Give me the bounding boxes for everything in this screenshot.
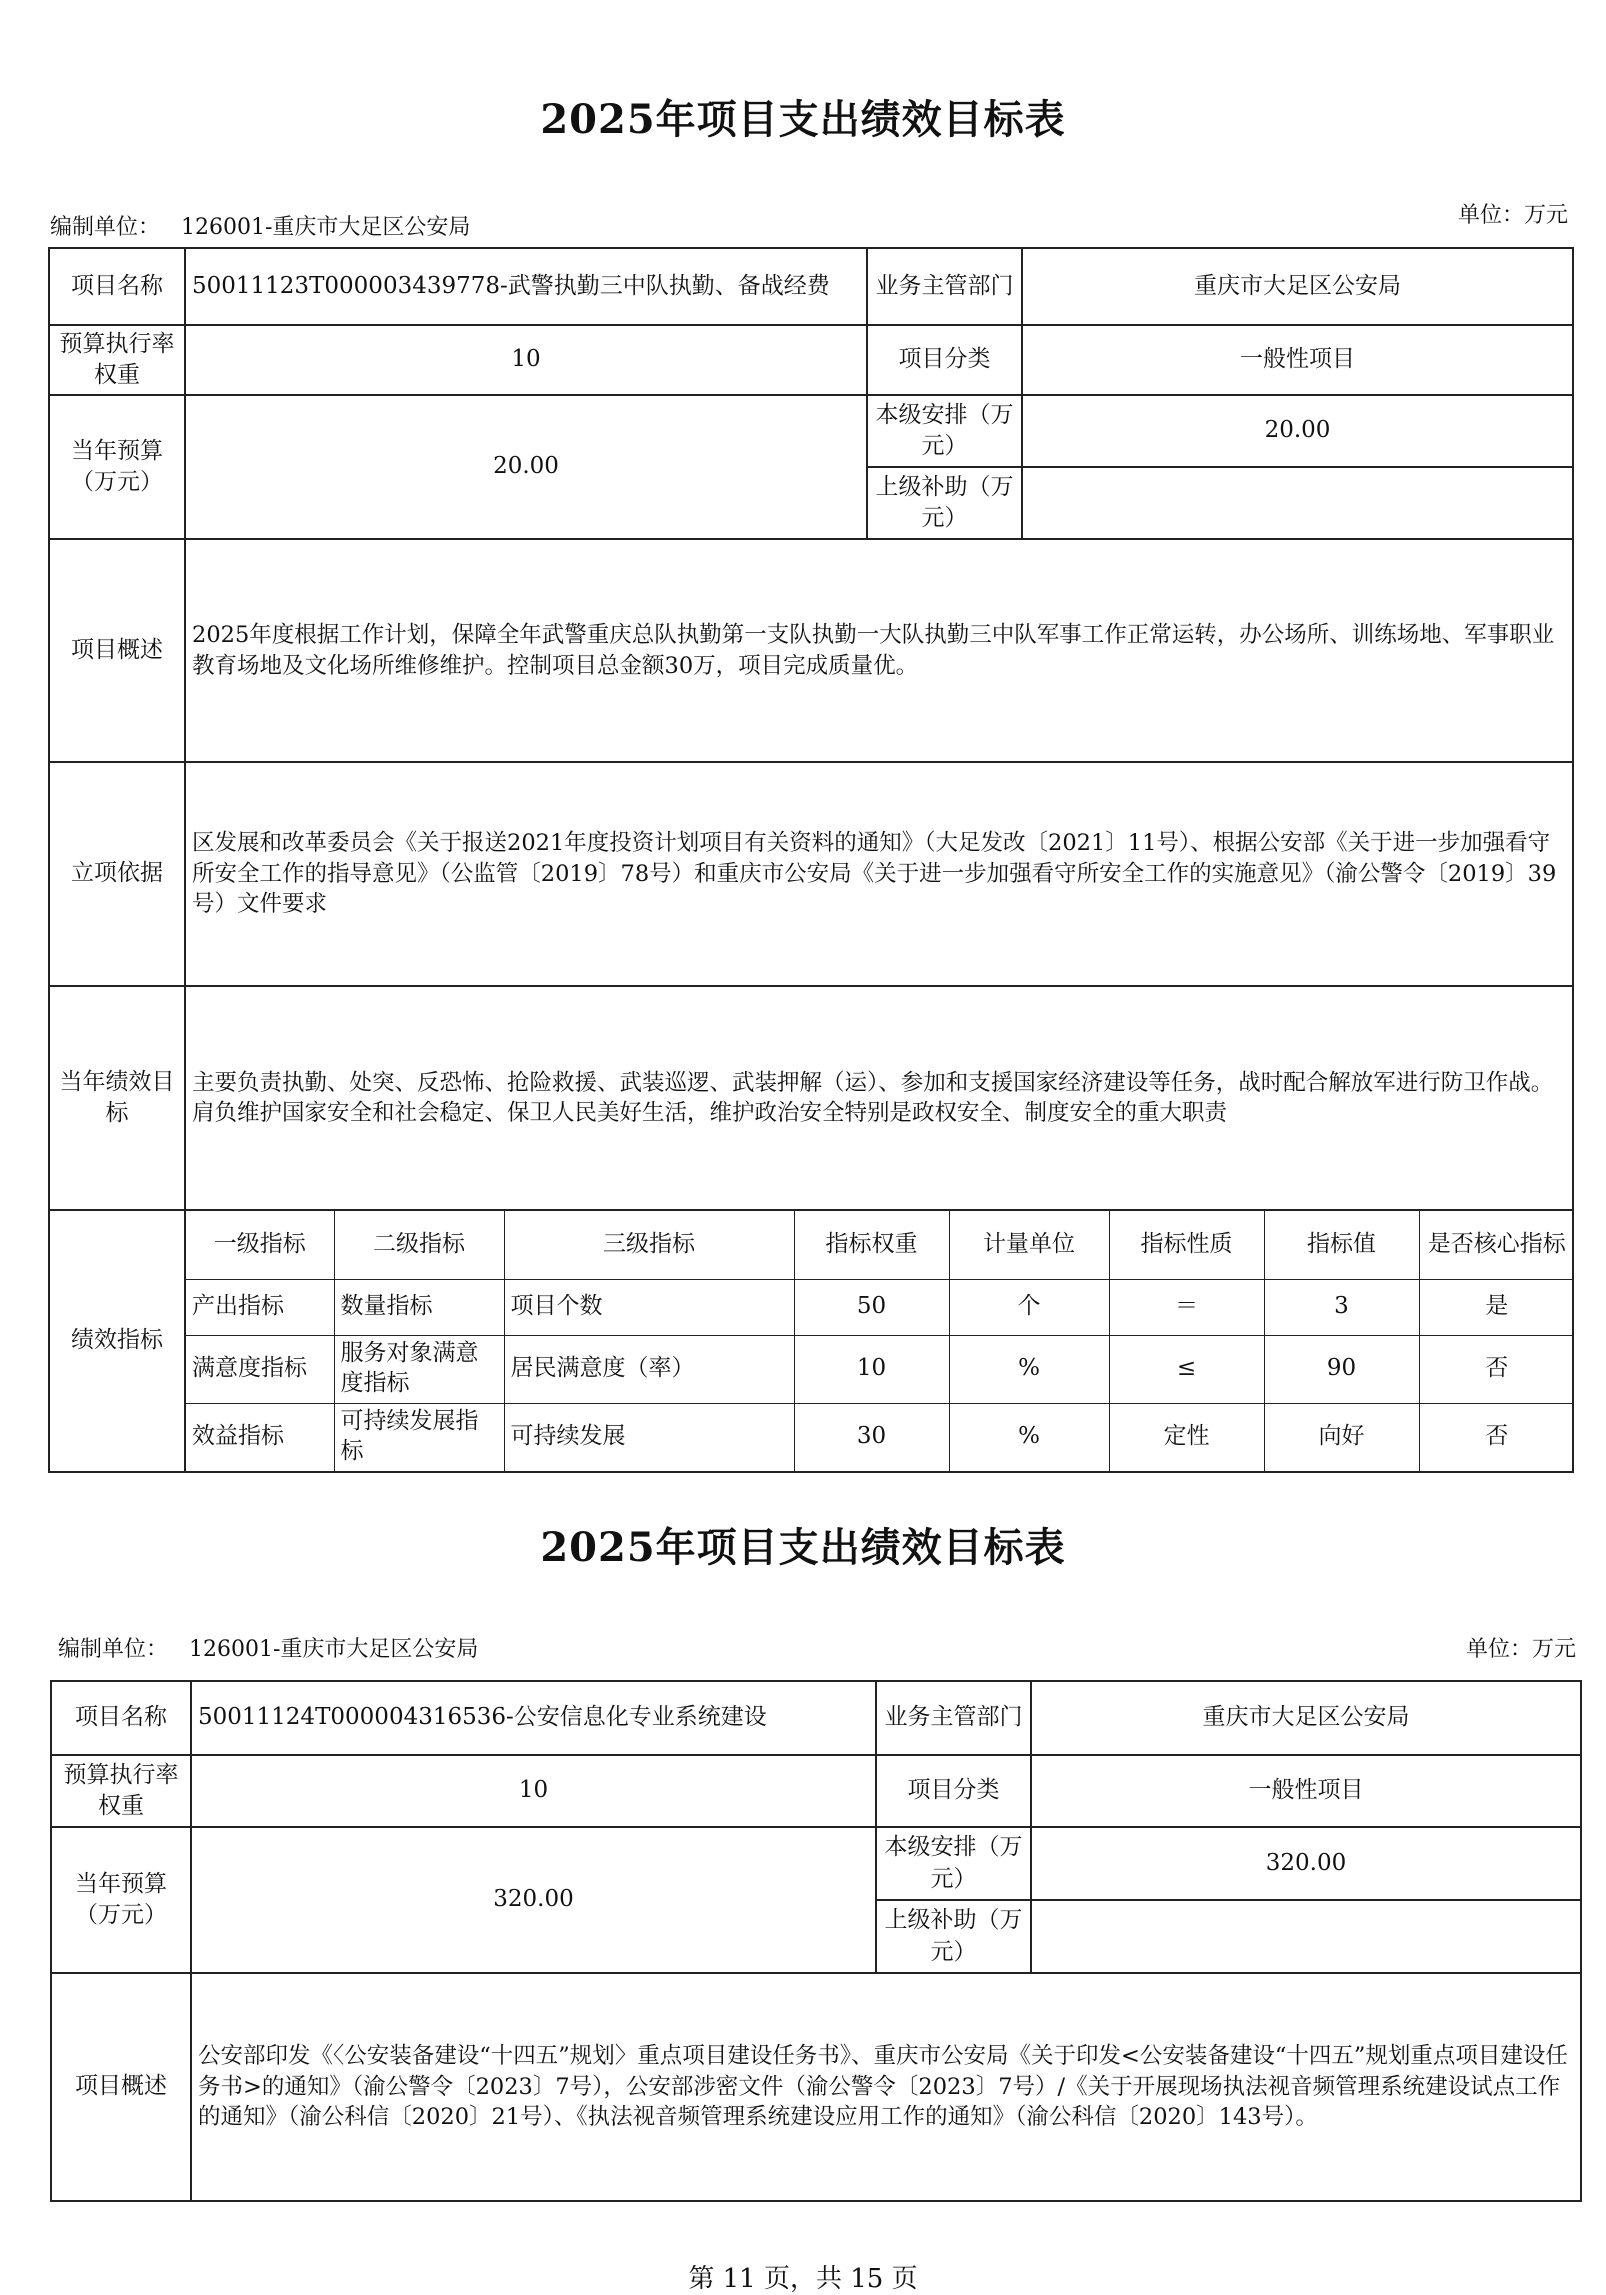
indicator-cell: 否 xyxy=(1419,1335,1574,1403)
indicator-cell: 是 xyxy=(1419,1279,1574,1335)
indicator-header-cell: 指标性质 xyxy=(1109,1211,1264,1279)
form2-category-label: 项目分类 xyxy=(876,1755,1031,1827)
indicator-row xyxy=(186,1335,1574,1403)
indicator-cell: 产出指标 xyxy=(186,1279,334,1335)
indicator-cell: 定性 xyxy=(1109,1403,1264,1471)
form1-exec-weight-value: 10 xyxy=(185,325,867,395)
indicator-cell: 数量指标 xyxy=(334,1279,504,1335)
indicator-cell: 项目个数 xyxy=(504,1279,794,1335)
indicator-row xyxy=(186,1403,1574,1471)
form1-annual-goal-text: 主要负责执勤、处突、反恐怖、抢险救援、武装巡逻、武装押解（运）、参加和支援国家经济建设等任务，战时配合解放军进行防卫作战。肩负维护国家安全和社会稳定、保卫人民美好生活，维护政治安全特别是政权安全、制度安全的重大职责 xyxy=(185,986,1573,1210)
form2-org-value: 126001-重庆市大足区公安局 xyxy=(189,1637,479,1662)
form1-local-value: 20.00 xyxy=(1022,395,1573,467)
form1-category-label: 项目分类 xyxy=(867,325,1022,395)
indicator-cell: 效益指标 xyxy=(186,1403,334,1471)
form1-competent-dept-value: 重庆市大足区公安局 xyxy=(1022,248,1573,325)
form2-competent-dept-value: 重庆市大足区公安局 xyxy=(1031,1681,1581,1755)
indicator-cell: 居民满意度（率） xyxy=(504,1335,794,1403)
indicator-header-cell: 一级指标 xyxy=(186,1211,334,1279)
form1-competent-dept-label: 业务主管部门 xyxy=(867,248,1022,325)
form2-superior-value xyxy=(1031,1900,1581,1973)
indicator-cell: 向好 xyxy=(1264,1403,1419,1471)
indicator-cell: 服务对象满意度指标 xyxy=(334,1335,504,1403)
indicator-cell: 可持续发展 xyxy=(504,1403,794,1471)
form1-annual-goal-label: 当年绩效目标 xyxy=(49,986,185,1210)
indicator-cell: 满意度指标 xyxy=(186,1335,334,1403)
form1-overview-label: 项目概述 xyxy=(49,539,185,762)
form2-overview-label: 项目概述 xyxy=(51,1973,191,2201)
form2-local-value: 320.00 xyxy=(1031,1827,1581,1900)
indicator-header-row xyxy=(186,1211,1574,1279)
indicator-cell: % xyxy=(949,1335,1109,1403)
form1-table xyxy=(48,247,1574,1473)
indicator-cell: 否 xyxy=(1419,1403,1574,1471)
form2-exec-weight-label: 预算执行率权重 xyxy=(51,1755,191,1827)
form1-indicators-label: 绩效指标 xyxy=(49,1210,185,1472)
form2-unit: 单位：万元 xyxy=(1465,1637,1576,1662)
form1-annual-budget-value: 20.00 xyxy=(185,395,867,539)
form2-org xyxy=(58,1632,478,1663)
form1-superior-value xyxy=(1022,467,1573,539)
indicator-cell: 3 xyxy=(1264,1279,1419,1335)
form1-project-name-value: 50011123T000003439778-武警执勤三中队执勤、备战经费 xyxy=(185,248,867,325)
form2-annual-budget-label: 当年预算（万元） xyxy=(51,1827,191,1973)
indicator-header-cell: 指标权重 xyxy=(794,1211,949,1279)
form2-competent-dept-label: 业务主管部门 xyxy=(876,1681,1031,1755)
indicator-header-cell: 计量单位 xyxy=(949,1211,1109,1279)
form2-project-name-value: 50011124T000004316536-公安信息化专业系统建设 xyxy=(191,1681,876,1755)
indicator-header-cell: 三级指标 xyxy=(504,1211,794,1279)
form1-exec-weight-label: 预算执行率权重 xyxy=(49,325,185,395)
form1-org-label: 编制单位： xyxy=(50,215,161,240)
form1-title: 2025年项目支出绩效目标表 xyxy=(540,96,1066,143)
form2-org-label: 编制单位： xyxy=(58,1637,169,1662)
indicator-cell: 10 xyxy=(794,1335,949,1403)
form1-org xyxy=(50,210,470,241)
form1-annual-budget-label: 当年预算（万元） xyxy=(49,395,185,539)
form1-category-value: 一般性项目 xyxy=(1022,325,1573,395)
indicator-table xyxy=(186,1211,1574,1471)
indicator-header-cell: 是否核心指标 xyxy=(1419,1211,1574,1279)
form1-org-value: 126001-重庆市大足区公安局 xyxy=(181,215,471,240)
form1-indicators-cell xyxy=(185,1210,1573,1472)
indicator-cell: % xyxy=(949,1403,1109,1471)
indicator-row xyxy=(186,1279,1574,1335)
indicator-cell: 90 xyxy=(1264,1335,1419,1403)
indicator-cell: 50 xyxy=(794,1279,949,1335)
form2-exec-weight-value: 10 xyxy=(191,1755,876,1827)
form1-local-label: 本级安排（万元） xyxy=(867,395,1022,467)
form2-category-value: 一般性项目 xyxy=(1031,1755,1581,1827)
form2-table xyxy=(50,1680,1582,2202)
form2-project-name-label: 项目名称 xyxy=(51,1681,191,1755)
form2-overview-text: 公安部印发《〈公安装备建设“十四五”规划〉重点项目建设任务书》、重庆市公安局《关于印发<公安装备建设“十四五”规划重点项目建设任务书>的通知》（渝公警令〔2023〕7号），公安部涉密文件（渝公警令〔2023〕7号）/《关于开展现场执法视音频管理系统建设试点工作的通知》（渝公科信〔2020〕21号）、《执法视音频管理系统建设应用工作的通知》（渝公科信〔2020〕143号）。 xyxy=(191,1973,1581,2201)
form2-superior-label: 上级补助（万元） xyxy=(876,1900,1031,1973)
form2-local-label: 本级安排（万元） xyxy=(876,1827,1031,1900)
form2-annual-budget-value: 320.00 xyxy=(191,1827,876,1973)
form1-unit: 单位：万元 xyxy=(1457,203,1568,228)
page-footer: 第 11 页，共 15 页 xyxy=(688,2264,918,2294)
form1-overview-text: 2025年度根据工作计划，保障全年武警重庆总队执勤第一支队执勤一大队执勤三中队军事工作正常运转，办公场所、训练场地、军事职业教育场地及文化场所维修维护。控制项目总金额30万，项目完成质量优。 xyxy=(185,539,1573,762)
indicator-cell: 30 xyxy=(794,1403,949,1471)
form2-title: 2025年项目支出绩效目标表 xyxy=(540,1524,1066,1571)
form1-basis-text: 区发展和改革委员会《关于报送2021年度投资计划项目有关资料的通知》（大足发改〔2021〕11号）、根据公安部《关于进一步加强看守所安全工作的指导意见》（公监管〔2019〕78号）和重庆市公安局《关于进一步加强看守所安全工作的实施意见》（渝公警令〔2019〕39号）文件要求 xyxy=(185,762,1573,986)
form1-project-name-label: 项目名称 xyxy=(49,248,185,325)
indicator-header-cell: 二级指标 xyxy=(334,1211,504,1279)
indicator-cell: ＝ xyxy=(1109,1279,1264,1335)
form1-superior-label: 上级补助（万元） xyxy=(867,467,1022,539)
form1-basis-label: 立项依据 xyxy=(49,762,185,986)
indicator-cell: 个 xyxy=(949,1279,1109,1335)
indicator-cell: ≤ xyxy=(1109,1335,1264,1403)
indicator-cell: 可持续发展指标 xyxy=(334,1403,504,1471)
indicator-header-cell: 指标值 xyxy=(1264,1211,1419,1279)
